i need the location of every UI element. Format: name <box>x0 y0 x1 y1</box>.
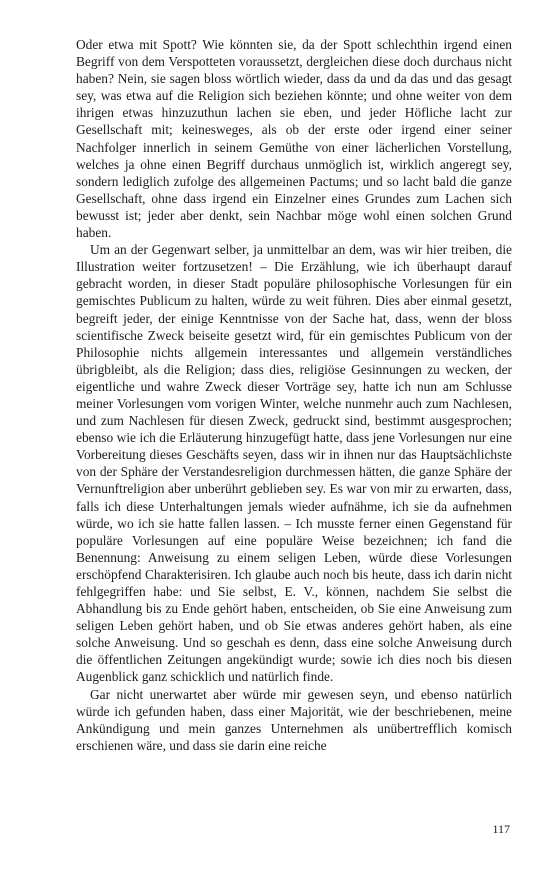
paragraph-3: Gar nicht unerwartet aber würde mir gewesen seyn, und ebenso natürlich würde ich gefunden haben, dass einer Majorität, wie der beschriebenen, meine Ankündigung und mein ganzes Unternehmen als unübertrefflich komisch erschienen wäre, und dass sie darin eine reiche <box>76 686 512 753</box>
paragraph-1: Oder etwa mit Spott? Wie könnten sie, da der Spott schlechthin irgend einen Begriff von dem Verspotteten voraussetzt, dergleichen diese doch durchaus nicht haben? Nein, sie sagen bloss wörtlich wieder, dass da und da das und das gesagt sey, was etwa auf die Religion sich beziehen könnte; und ohne weiter von dem ihrigen etwas hinzuzuthun lachen sie eben, und jeder Höfliche lacht zur Gesellschaft mit; keinesweges, als ob der erste oder irgend einer seiner Nachfolger innerlich in seinem Gemüthe von einer lächerlichen Vorstellung, welches ja ohne einen Begriff durchaus unmöglich ist, wirklich angeregt sey, sondern lediglich zufolge des allgemeinen Pactums; und so lacht bald die ganze Gesellschaft, ohne dass irgend ein Einzelner eines Grundes zum Lachen sich bewusst ist; jeder aber denkt, sein Nachbar möge wohl einen solchen Grund haben. <box>76 37 512 241</box>
body-text <box>76 36 512 754</box>
paragraph-2: Um an der Gegenwart selber, ja unmittelbar an dem, was wir hier treiben, die Illustration weiter fortzusetzen! – Die Erzählung, wie ich überhaupt darauf gebracht worden, in dieser Stadt populäre philosophische Vorlesungen für ein gemischtes Publicum zu halten, würde zu weit führen. Dies aber einmal gesetzt, begreift jeder, der einige Kenntnisse von der Sache hat, dass, wenn der bloss scientifische Zweck beiseite gesetzt wird, für ein gemischtes Publicum von der Philosophie nichts allgemein interessantes und allgemein verständliches übrigbleibt, als die Religion; dass dies, religiöse Gesinnungen zu wecken, der eigentliche und wahre Zweck dieser Vorträge sey, hatte ich nun am Schlusse meiner Vorlesungen vom vorigen Winter, welche nunmehr auch zum Nachlesen, und zum Nachlesen für diesen Zweck, gedruckt sind, bestimmt ausgesprochen; ebenso wie ich die Erläuterung hinzugefügt hatte, dass jene Vorlesungen nur eine Vorbereitung dieses Geschäfts seyen, dass wir in ihnen nur das Hauptsächlichste von der Sphäre der Verstandesreligion durchmessen hätten, die ganze Sphäre der Vernunftreligion aber unberührt geblieben sey. Es war von mir zu erwarten, dass, falls ich diese Unterhaltungen jemals wieder aufnähme, ich sie da aufnehmen würde, wo ich sie hatte fallen lassen. – Ich musste ferner einen Gegenstand für populäre Vorlesungen auf eine populäre Weise bezeichnen; ich fand die Benennung: Anweisung zu einem seligen Leben, würde diese Vorlesungen erschöpfend Charakterisiren. Ich glaube auch noch bis heute, dass ich darin nicht fehlgegriffen habe: und Sie selbst, E. V., können, nachdem Sie selbst die Abhandlung bis zu Ende gehört haben, entscheiden, ob Sie eine Anweisung zum seligen Leben gehört haben, und ob Sie etwas anderes gehört haben, als eine solche Anweisung. Und so geschah es denn, dass eine solche Anweisung durch die öffentlichen Zeitungen angekündigt wurde; sowie ich dies noch bis diesen Augenblick ganz schicklich und natürlich finde. <box>76 242 512 685</box>
page-number: 117 <box>492 822 510 836</box>
